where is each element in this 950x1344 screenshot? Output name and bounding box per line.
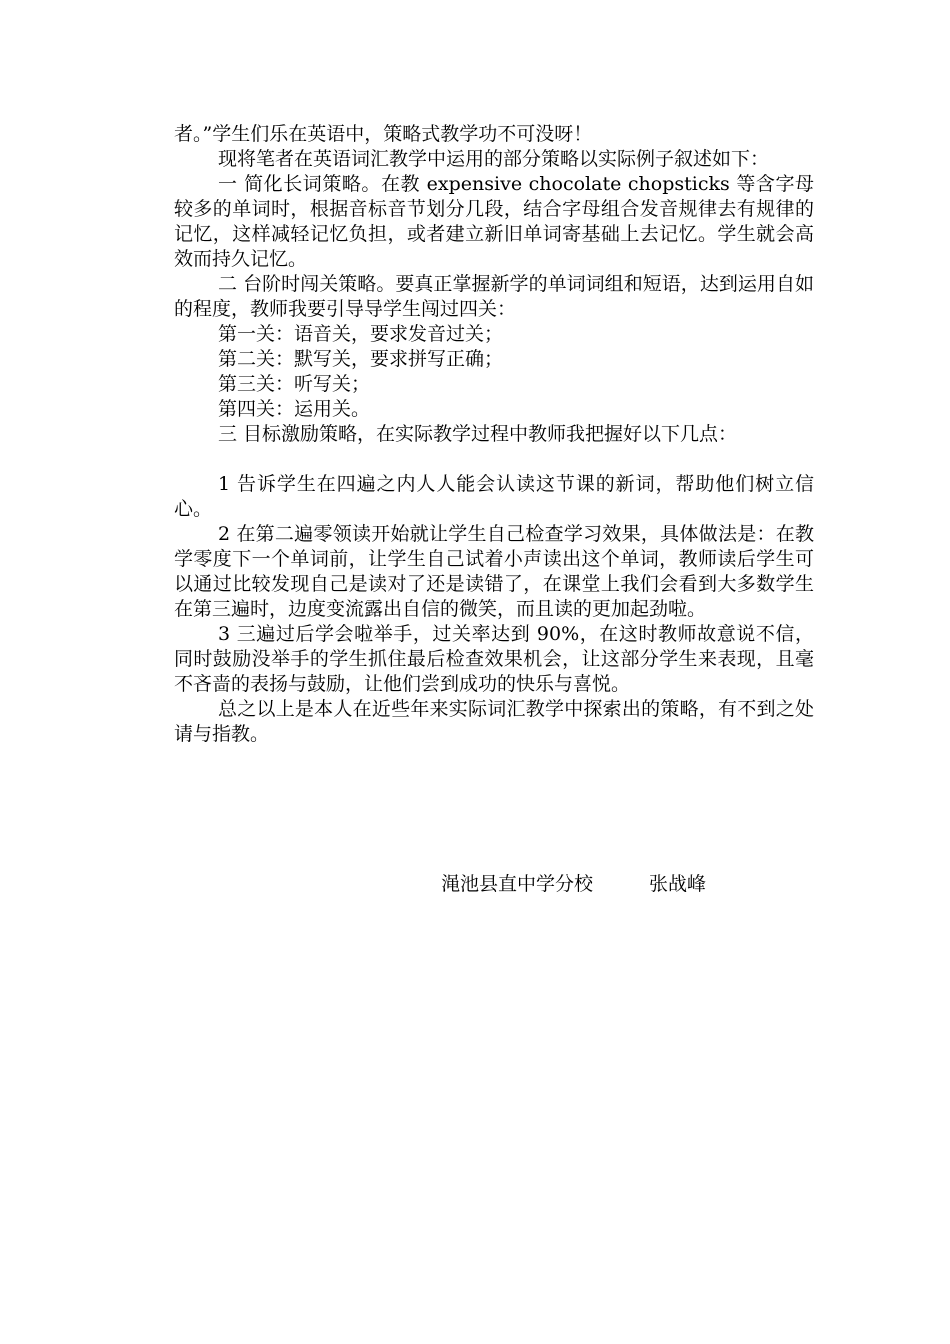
paragraph-strategy-1: 一 简化长词策略。在教 expensive chocolate chopsticks 等含字母较多的单词时，根据音标音节划分几段，结合字母组合发音规律去有规律的记忆，这样减轻记忆负担，或者建立新旧单词寄基础上去记忆。学生就会高效而持久记忆。 [174, 173, 814, 270]
paragraph-strategy-2: 二 台阶时闯关策略。要真正掌握新学的单词词组和短语，达到运用自如的程度，教师我要引导导学生闯过四关： [174, 273, 814, 320]
paragraph-continuation: 者。”学生们乐在英语中，策略式教学功不可没呀！ [174, 123, 593, 145]
signature-author: 张战峰 [649, 873, 707, 895]
point-item-2: 2 在第二遍零领读开始就让学生自己检查学习效果，具体做法是：在教学零度下一个单词前，让学生自己试着小声读出这个单词，教师读后学生可以通过比较发现自己是读对了还是读错了，在课堂上我们会看到大多数学生在第三遍时，边度变流露出自信的微笑，而且读的更加起劲啦。 [174, 523, 814, 620]
paragraph-conclusion: 总之以上是本人在近些年来实际词汇教学中探索出的策略，有不到之处请与指教。 [174, 698, 814, 745]
point-item-3: 3 三遍过后学会啦举手，过关率达到 90%，在这时教师故意说不信，同时鼓励没举手的学生抓住最后检查效果机会，让这部分学生来表现，且毫不吝啬的表扬与鼓励，让他们尝到成功的快乐与喜悦。 [174, 623, 814, 695]
paragraph-intro: 现将笔者在英语词汇教学中运用的部分策略以实际例子叙述如下： [218, 148, 770, 170]
level-item-4: 第四关：运用关。 [218, 398, 371, 420]
blank-line [174, 447, 814, 472]
signature [441, 872, 706, 897]
level-item-3: 第三关：听写关； [218, 373, 371, 395]
signature-school: 渑池县直中学分校 [441, 873, 594, 895]
level-item-2: 第二关：默写关，要求拼写正确； [218, 348, 504, 370]
point-item-1: 1 告诉学生在四遍之内人人能会认读这节课的新词，帮助他们树立信心。 [174, 473, 814, 520]
level-item-1: 第一关：语音关，要求发音过关； [218, 323, 504, 345]
paragraph-strategy-3: 三 目标激励策略，在实际教学过程中教师我把握好以下几点： [218, 423, 738, 445]
document-body [174, 122, 814, 747]
